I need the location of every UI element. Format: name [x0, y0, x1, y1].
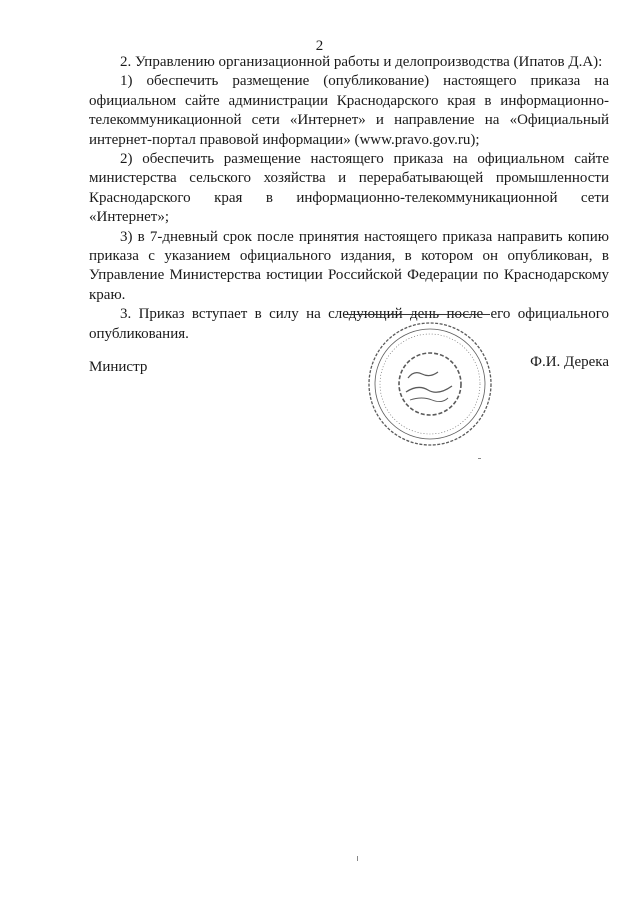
- page-number: 2: [315, 38, 324, 54]
- scan-speck: [357, 856, 358, 861]
- stamp-seal-icon: [366, 320, 494, 448]
- signatory-title: Министр: [89, 359, 148, 375]
- order-body: [89, 53, 609, 344]
- paragraph-2-1: 1) обеспечить размещение (опубликование) настоящего приказа на официальном сайте администрации Краснодарского края в информационно-телекоммуникационной сети «Интернет» и направление на «Официальный интернет-портал правовой информации» (www.pravo.gov.ru);: [89, 73, 609, 148]
- separator-line: [345, 314, 490, 315]
- paragraph-2-3: 3) в 7-дневный срок после принятия настоящего приказа направить копию приказа с указанием официального издания, в котором он опубликован, в Управление Министерства юстиции Российской Федерации по Краснодарскому краю.: [89, 228, 609, 303]
- paragraph-2-2: 2) обеспечить размещение настоящего приказа на официальном сайте министерства сельского хозяйства и перерабатывающей промышленности Краснодарского края в информационно-телекоммуникационной сети «Интернет»;: [89, 151, 609, 226]
- signatory-name: Ф.И. Дерека: [530, 354, 609, 370]
- paragraph-2: 2. Управлению организационной работы и делопроизводства (Ипатов Д.А):: [120, 54, 603, 70]
- official-stamp: [366, 320, 494, 448]
- scan-speck: [478, 458, 481, 459]
- paragraph-3: 3. Приказ вступает в силу на следующий день после его официального опубликования.: [89, 306, 609, 342]
